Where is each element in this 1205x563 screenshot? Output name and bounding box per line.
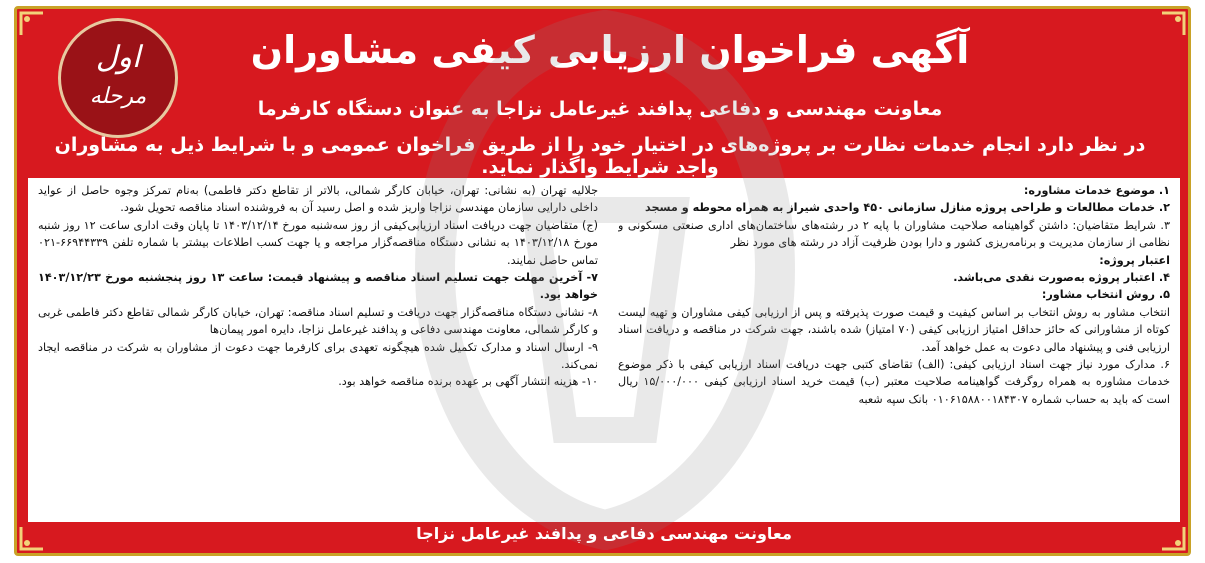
item-6-continued: جلالیه تهران (به نشانی: تهران، خیابان کارگر شمالی، بالاتر از تقاطع دکتر فاطمی) به‌نام تمرکز وجوه حاصل از عواید داخلی دارایی سازمان مهندسی نزاجا واریز شده و اصل رسید آن به فروشنده اسناد مناقصه تحویل شود. xyxy=(38,184,598,215)
item-5-text: انتخاب مشاور به روش انتخاب بر اساس کیفیت و قیمت صورت پذیرفته و پس از ارزیابی کیفی مشاوران و تهیه لیست کوتاه از مشاورانی که حائز حداقل امتیاز ارزیابی کیفی (۷۰ امتیاز) شده باشند، جهت شرکت در مناقصه و دریافت اسناد ارزیابی فنی و پیشنهاد مالی دعوت به عمل خواهد آمد. xyxy=(618,305,1170,354)
subtitle-line2: در نظر دارد انجام خدمات نظارت بر پروژه‌های در اختیار خود را از طریق فراخوان عمومی و با شرایط ذیل به مشاوران واجد شرایط واگذار نماید. xyxy=(54,134,1146,178)
item-1: ۱. موضوع خدمات مشاوره: xyxy=(1023,184,1170,197)
stage-badge-line1: اول xyxy=(95,40,141,75)
item-2: ۲. خدمات مطالعات و طراحی پروژه منازل سازمانی ۴۵۰ واحدی شیراز به همراه محوطه و مسجد xyxy=(645,201,1170,215)
announcement-title: آگهی فراخوان ارزیابی کیفی مشاوران xyxy=(250,28,970,72)
footer-organization: معاونت مهندسی دفاعی و پدافند غیرعامل نزاجا xyxy=(416,524,792,543)
corner-ornament-icon xyxy=(19,11,45,37)
credit-heading: اعتبار پروژه: xyxy=(1099,253,1170,267)
stage-badge-line2: مرحله xyxy=(89,84,147,109)
stage-badge xyxy=(58,18,178,138)
item-8: ۸- نشانی دستگاه مناقصه‌گزار جهت دریافت و تسلیم اسناد مناقصه: تهران، خیابان کارگر شمالی تقاطع دکتر فاطمی غربی و کارگر شمالی، معاونت مهندسی دفاعی و پدافند غیرعامل نزاجا، دایره امور پیمان‌ها xyxy=(38,305,598,337)
item-9: ۹- ارسال اسناد و مدارک تکمیل شده هیچگونه تعهدی برای کارفرما جهت دعوت از مشاوران به شرکت در مناقصه ایجاد نمی‌کند. xyxy=(38,340,598,372)
subtitle-line1: معاونت مهندسی و دفاعی پدافند غیرعامل نزاجا به عنوان دستگاه کارفرما xyxy=(257,98,943,120)
item-7: ۷- آخرین مهلت جهت تسلیم اسناد مناقصه و پیشنهاد قیمت: ساعت ۱۳ روز پنجشنبه مورخ ۱۴۰۳/۱۲/۲۳ خواهد بود. xyxy=(38,271,598,302)
right-column xyxy=(618,182,1170,520)
item-4: ۴. اعتبار پروژه به‌صورت نقدی می‌باشد. xyxy=(953,271,1170,285)
item-6: ۶. مدارک مورد نیاز جهت اسناد ارزیابی کیفی: (الف) تقاضای کتبی جهت دریافت اسناد ارزیابی کیفی با ذکر موضوع خدمات مشاوره به همراه روگرفت گواهینامه صلاحیت معتبر (ب) قیمت خرید اسناد ارزیابی کیفی ۱۵/۰۰۰/۰۰۰ ریال است که باید به حساب شماره ۰۱۰۶۱۵۸۸۰۰۱۸۴۳۰۷ بانک سپه شعبه xyxy=(618,358,1170,406)
item-6-c: (ج) متقاضیان جهت دریافت اسناد ارزیابی‌کیفی از روز سه‌شنبه مورخ ۱۴۰۳/۱۲/۱۴ تا پایان وقت اداری ساعت ۱۲ روز شنبه مورخ ۱۴۰۳/۱۲/۱۸ به نشانی دستگاه مناقصه‌گزار مراجعه و یا جهت کسب اطلاعات بیشتر با شماره تلفن ۶۶۹۴۴۳۳۹-۰۲۱ تماس حاصل نمایند. xyxy=(38,218,598,267)
item-10: ۱۰- هزینه انتشار آگهی بر عهده برنده مناقصه خواهد بود. xyxy=(338,375,598,389)
announcement-body xyxy=(28,178,1180,522)
corner-ornament-icon xyxy=(1160,11,1186,37)
left-column xyxy=(38,182,598,520)
item-5: ۵. روش انتخاب مشاور: xyxy=(1041,288,1170,302)
item-3: ۳. شرایط متقاضیان: داشتن گواهینامه صلاحیت مشاوران با پایه ۲ در رشته‌های ساختمان‌های اداری صنعتی مسکونی و نظامی از سازمان مدیریت و برنامه‌ریزی کشور و دارا بودن ظرفیت آزاد در رشته های مورد نظر xyxy=(618,218,1170,250)
